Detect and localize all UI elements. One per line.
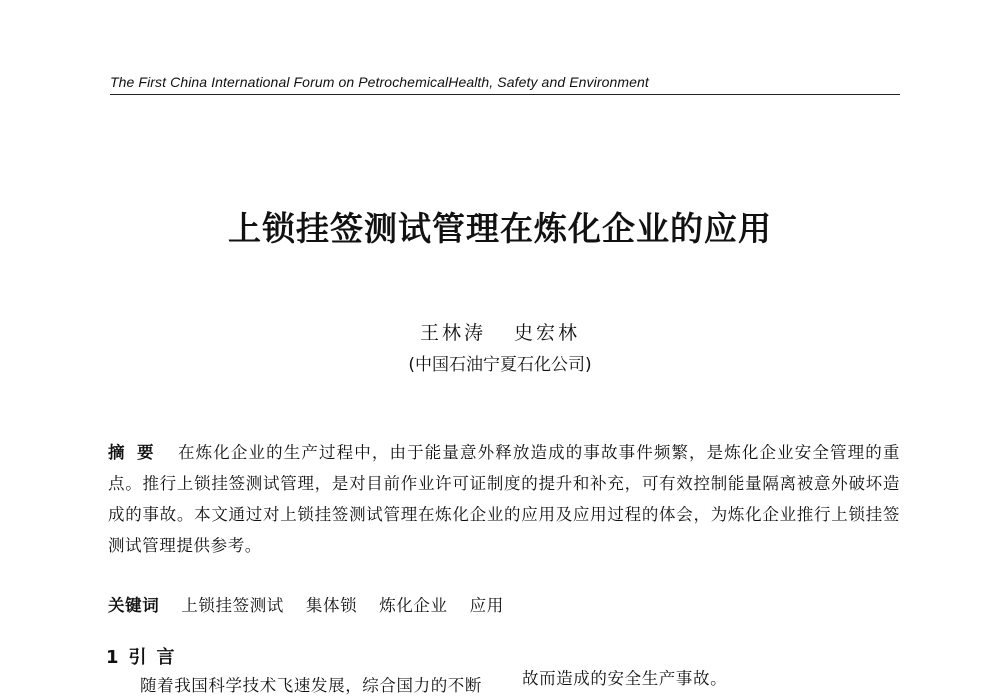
keywords bbox=[108, 592, 900, 616]
affiliation: (中国石油宁夏石化公司) bbox=[408, 355, 592, 375]
author-name: 史宏林 bbox=[514, 322, 581, 344]
section-title: 引言 bbox=[128, 647, 185, 668]
section-heading bbox=[106, 643, 185, 669]
paper-title: 上锁挂签测试管理在炼化企业的应用 bbox=[228, 209, 772, 248]
keywords-label: 关键词 bbox=[108, 596, 160, 615]
abstract-text: 在炼化企业的生产过程中，由于能量意外释放造成的事故事件频繁，是炼化企业安全管理的重点。推行上锁挂签测试管理，是对目前作业许可证制度的提升和补充，可有效控制能量隔离被意外破坏造成的事故。本文通过对上锁挂签测试管理在炼化企业的应用及应用过程的体会，为炼化企业推行上锁挂签测试管理提供参考。 bbox=[108, 443, 900, 555]
body-text-left-column: 随着我国科学技术飞速发展，综合国力的不断 bbox=[140, 676, 482, 695]
author-name: 王林涛 bbox=[419, 322, 486, 344]
keyword: 上锁挂签测试 bbox=[181, 596, 284, 615]
author-list bbox=[0, 318, 1000, 345]
abstract bbox=[108, 437, 900, 561]
keyword: 集体锁 bbox=[305, 596, 358, 615]
keyword: 应用 bbox=[469, 596, 504, 615]
running-header: The First China International Forum on PetrochemicalHealth, Safety and Environment bbox=[110, 74, 649, 90]
keyword: 炼化企业 bbox=[379, 596, 448, 615]
section-number: 1 bbox=[106, 647, 121, 668]
abstract-label: 摘要 bbox=[108, 443, 167, 462]
header-rule bbox=[110, 94, 900, 95]
body-text-right-column: 故而造成的安全生产事故。 bbox=[522, 669, 728, 688]
